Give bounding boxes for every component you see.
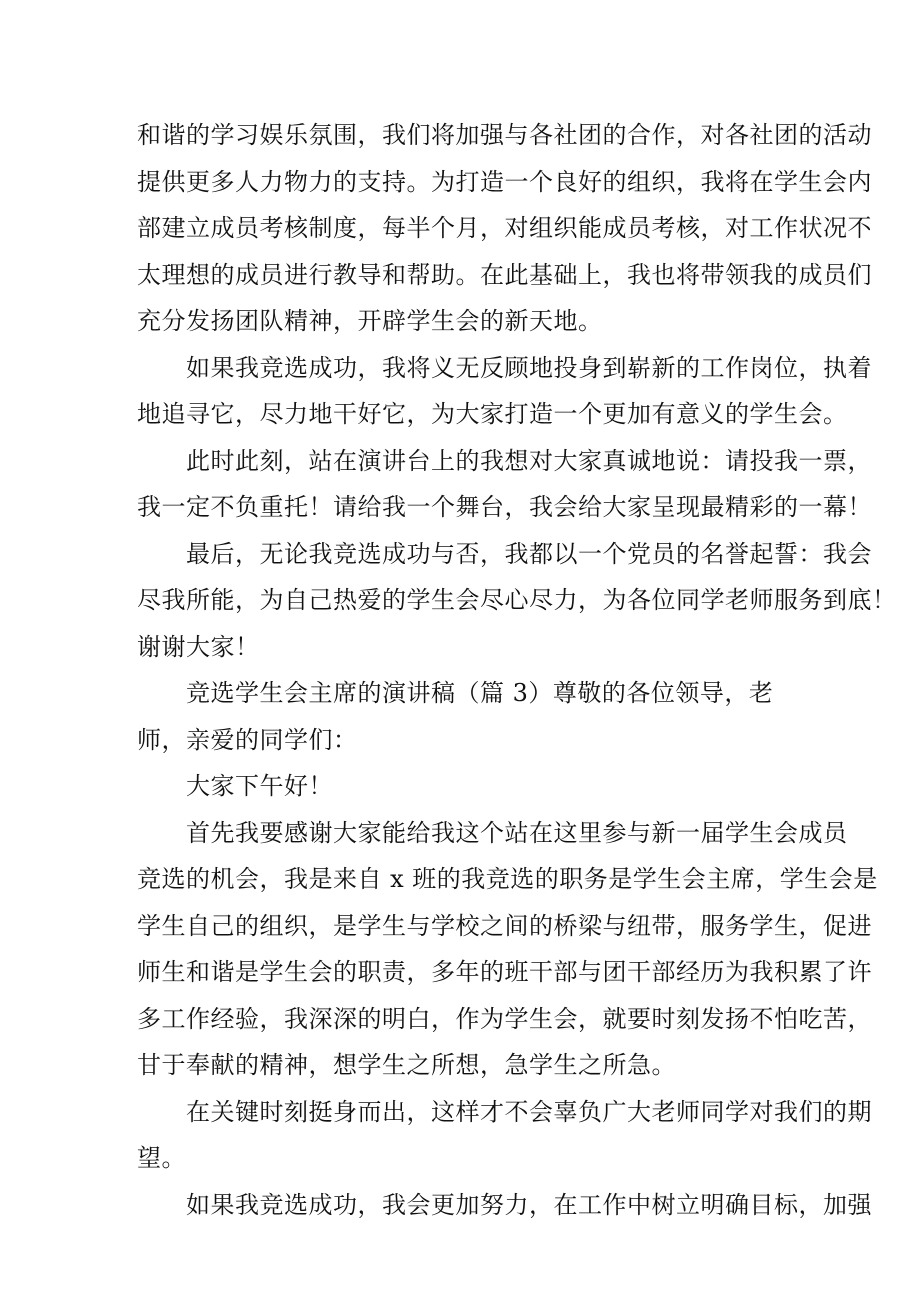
text-line: 学生自己的组织，是学生与学校之间的桥梁与纽带，服务学生，促进 — [137, 912, 872, 940]
text-line: 首先我要感谢大家能给我这个站在这里参与新一届学生会成员 — [186, 819, 848, 847]
text-line: 地追寻它，尽力地干好它，为大家打造一个更加有意义的学生会。 — [137, 400, 848, 428]
text-line: 部建立成员考核制度，每半个月，对组织能成员考核，对工作状况不 — [137, 214, 872, 242]
text-line: 师，亲爱的同学们： — [137, 726, 358, 754]
text-line: 甘于奉献的精神，想学生之所想，急学生之所急。 — [137, 1051, 676, 1079]
text-line: 如果我竞选成功，我将义无反顾地投身到崭新的工作岗位，执着 — [186, 354, 872, 382]
text-line: 大家下午好！ — [186, 772, 333, 800]
text-line: 我一定不负重托！请给我一个舞台，我会给大家呈现最精彩的一幕！ — [137, 493, 872, 521]
text-line: 最后，无论我竞选成功与否，我都以一个党员的名誉起誓：我会 — [186, 540, 872, 568]
text-line: 尽我所能，为自己热爱的学生会尽心尽力，为各位同学老师服务到底！ — [137, 586, 897, 614]
text-line: 竞选的机会，我是来自 x 班的我竞选的职务是学生会主席，学生会是 — [137, 865, 878, 893]
text-line: 多工作经验，我深深的明白，作为学生会，就要时刻发扬不怕吃苦， — [137, 1005, 872, 1033]
text-line: 此时此刻，站在演讲台上的我想对大家真诚地说：请投我一票， — [186, 447, 872, 475]
text-line: 在关键时刻挺身而出，这样才不会辜负广大老师同学对我们的期 — [186, 1098, 872, 1126]
text-line: 竞选学生会主席的演讲稿（篇 3）尊敬的各位领导，老 — [186, 679, 774, 707]
text-line: 望。 — [137, 1144, 186, 1172]
text-line: 和谐的学习娱乐氛围，我们将加强与各社团的合作，对各社团的活动 — [137, 121, 872, 149]
text-line: 提供更多人力物力的支持。为打造一个良好的组织，我将在学生会内 — [137, 168, 872, 196]
text-line: 太理想的成员进行教导和帮助。在此基础上，我也将带领我的成员们 — [137, 261, 872, 289]
text-line: 如果我竞选成功，我会更加努力，在工作中树立明确目标，加强 — [186, 1191, 872, 1219]
text-line: 师生和谐是学生会的职责，多年的班干部与团干部经历为我积累了许 — [137, 958, 872, 986]
text-line: 谢谢大家！ — [137, 633, 260, 661]
text-line: 充分发扬团队精神，开辟学生会的新天地。 — [137, 307, 603, 335]
